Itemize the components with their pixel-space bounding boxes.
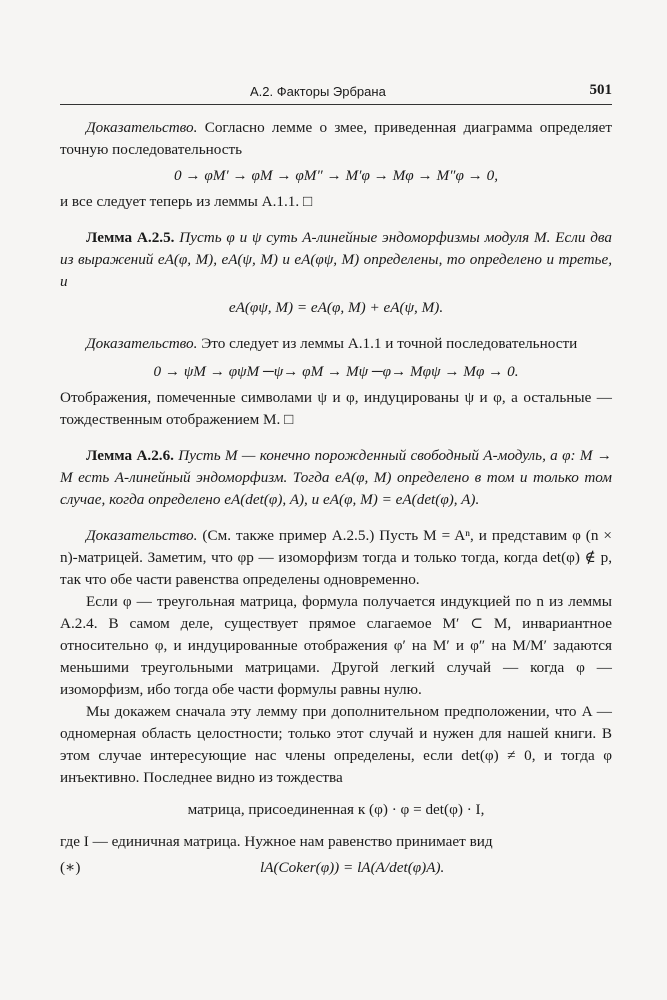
equality-intro: где I — единичная матрица. Нужное нам равенство принимает вид	[60, 833, 493, 850]
exact-sequence-1: 0 → φM′ → φM → φM″ → M′φ → Mφ → M″φ → 0,	[173, 167, 499, 184]
formula-lemma-a25: eA(φψ, M) = eA(φ, M) + eA(ψ, M).	[228, 299, 444, 316]
main-text	[60, 117, 612, 881]
lemma-a26: Лемма A.2.6. Пусть M — конечно порожденный свободный A-модуль, а φ: M → M есть A-линейный эндоморфизм. Тогда eA(φ, M) определено в том и только том случае, когда определено eA(det(φ), A), и eA(φ, M) = eA(det(φ), A).	[60, 447, 612, 508]
lemma-a25: Лемма A.2.5. Пусть φ и ψ суть A-линейные эндоморфизмы модуля M. Если два из выражений eA(φ, M), eA(ψ, M) и eA(φψ, M) определены, то определено и третье, и	[60, 229, 612, 290]
proof-paragraph-1: Доказательство. Согласно лемме о змее, приведенная диаграмма определяет точную последовательность	[60, 119, 612, 158]
equation-body: lA(Coker(φ)) = lA(A/det(φ)A).	[260, 859, 445, 876]
page-number: 501	[589, 82, 612, 98]
running-head	[60, 78, 612, 105]
exact-sequence-2: 0 → ψM → φψM ─ψ→ φM → Mψ ─φ→ Mφψ → Mφ → 0.	[153, 363, 519, 380]
section-title: A.2. Факторы Эрбрана	[250, 84, 386, 99]
equation-star	[60, 857, 612, 881]
conclusion-paragraph-1: и все следует теперь из леммы A.1.1. □	[60, 193, 313, 210]
domain-paragraph: Мы докажем сначала эту лемму при дополнительном предположении, что A — одномерная область целостности; только этот случай и нужен для нашей книги. В этом случае интересующие нас члены определены, если det(φ) ≠ 0, и тогда φ инъективно. Последнее видно из тождества	[60, 703, 612, 786]
triangular-paragraph: Если φ — треугольная матрица, формула получается индукцией по n из леммы A.2.4. В самом деле, существует прямое слагаемое M′ ⊂ M, инвариантное относительно φ, и индуцированные отображения φ′ на M′ и φ″ на M/M′ задаются меньшими треугольными матрицами. Другой легкий случай — когда φ — изоморфизм, ибо тогда обе части формулы равны нулю.	[60, 593, 612, 698]
identity-formula: матрица, присоединенная к (φ) · φ = det(φ) · I,	[187, 801, 485, 818]
proof-paragraph-3: Доказательство. (См. также пример A.2.5.) Пусть M = Aⁿ, и представим φ (n × n)-матрицей. Заметим, что φp — изоморфизм тогда и только тогда, когда det(φ) ∉ p, так что обе части равенства определены одновременно.	[60, 527, 612, 588]
proof-paragraph-2: Доказательство. Это следует из леммы A.1.1 и точной последовательности	[86, 335, 578, 352]
maps-paragraph: Отображения, помеченные символами ψ и φ, индуцированы ψ и φ, а остальные — тождественным отображением M. □	[60, 389, 612, 428]
equation-tag: (∗)	[60, 859, 81, 876]
